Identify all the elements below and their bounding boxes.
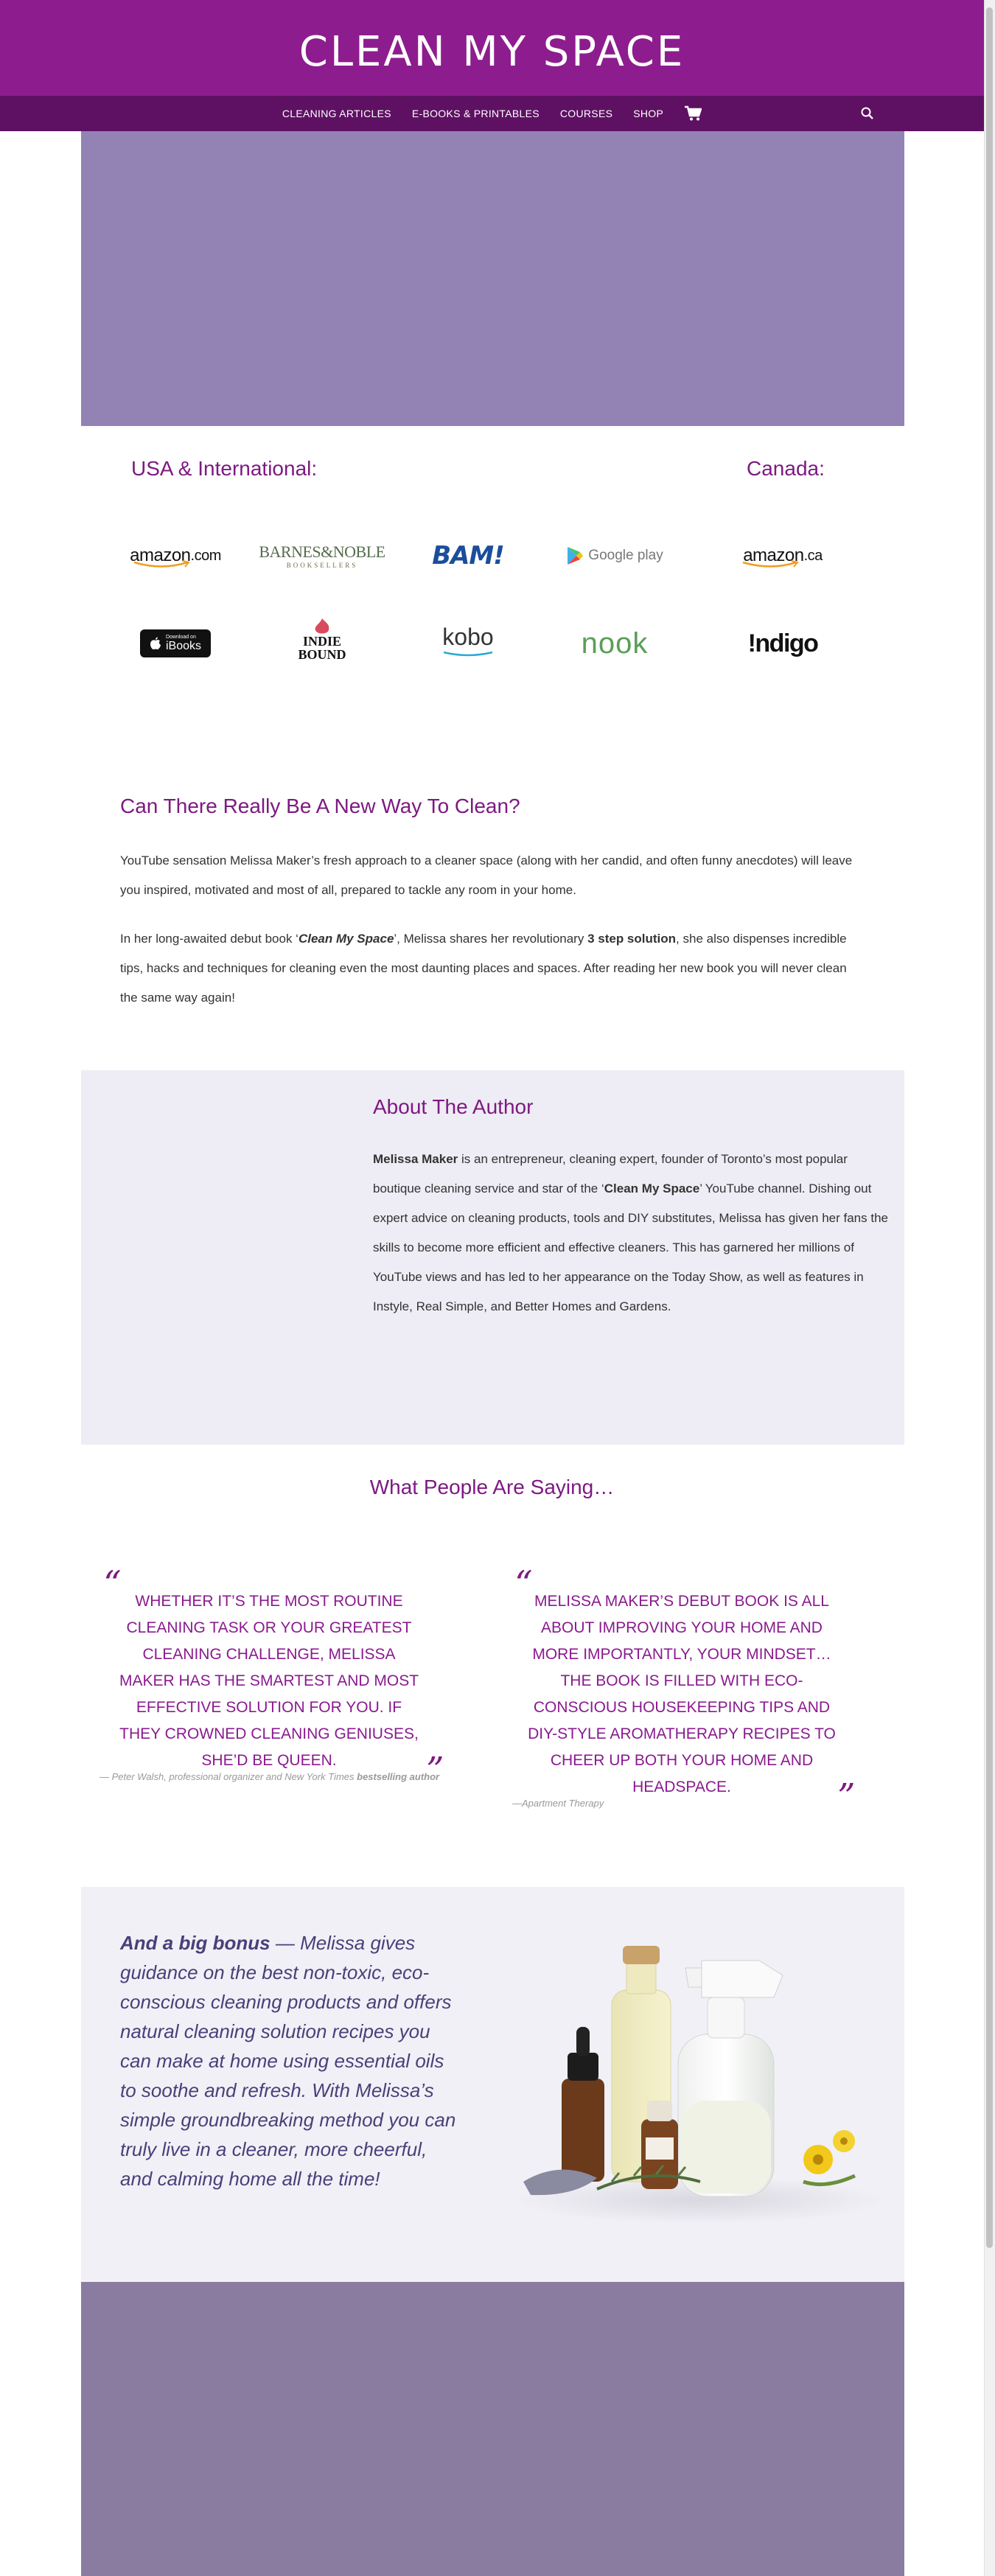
- indigo-logo[interactable]: [731, 621, 834, 666]
- indigo-wordmark: !ndigo: [747, 629, 818, 657]
- amazon-smile-icon: [133, 560, 192, 569]
- apple-icon: [150, 637, 161, 650]
- intro-p2-b: ’, Melissa shares her revolutionary: [394, 932, 588, 946]
- testimonials-title: What People Are Saying…: [369, 1476, 615, 1498]
- testimonial-quote-2: MELISSA MAKER’S DEBUT BOOK IS ALL ABOUT IMPROVING YOUR HOME AND MORE IMPORTANTLY, YOUR MINDSET… THE BOOK IS FILLED WITH ECO-CONSCIOUS HOUSEKEEPING TIPS AND DIY-STYLE AROMATHERAPY RECIPES TO CHEER UP BOTH YOUR HOME AND HEADSPACE.: [528, 1593, 836, 1795]
- hero-banner: [81, 131, 904, 426]
- ibooks-sub: Download on: [165, 634, 196, 640]
- nook-wordmark: nook: [581, 626, 649, 660]
- indiebound-logo[interactable]: [270, 618, 374, 662]
- site-header: [0, 0, 984, 96]
- canada-heading: Canada:: [747, 457, 825, 480]
- author-name: Melissa Maker: [373, 1152, 458, 1166]
- bam-wordmark: BAM!: [432, 541, 504, 570]
- attribution-1-bold: bestselling author: [357, 1771, 440, 1782]
- bonus-lead: And a big bonus: [120, 1932, 270, 1954]
- amazon-com-suffix: .com: [190, 547, 221, 564]
- essential-oils-illustration: [509, 1916, 892, 2226]
- nav-item-cleaning-articles[interactable]: CLEANING ARTICLES: [282, 108, 391, 119]
- about-paragraph: [373, 1145, 889, 1322]
- cart-icon[interactable]: [684, 105, 702, 122]
- about-text-b: ’ YouTube channel. Dishing out expert advice on cleaning products, tools and DIY substitutes, Melissa has given her fans the skills to become more efficient and effective cleaners. This has garnered her millions of YouTube views and has led to her appearance on the Today Show, as well as features in Instyle, Real Simple, and Better Homes and Gardens.: [373, 1181, 888, 1313]
- amazon-com-logo[interactable]: [124, 534, 227, 578]
- about-channel: Clean My Space: [604, 1181, 700, 1195]
- indiebound-line1: INDIE: [302, 634, 341, 649]
- kobo-wordmark: kobo: [442, 623, 494, 650]
- bonus-text: — Melissa gives guidance on the best non-toxic, eco-conscious cleaning products and offers natural cleaning solution recipes you can make at home using essential oils to soothe and refresh. With Melissa’s simple groundbreaking method you can truly live in a cleaner, more cheerful, and calming home all the time!: [120, 1932, 456, 2190]
- testimonial-quote-1: WHETHER IT’S THE MOST ROUTINE CLEANING TASK OR YOUR GREATEST CLEANING CHALLENGE, MELISSA MAKER HAS THE SMARTEST AND MOST EFFECTIVE SOLUTION FOR YOU. IF THEY CROWNED CLEANING GENIUSES, SHE’D BE QUEEN.: [119, 1593, 419, 1769]
- bonus-paragraph: [120, 1928, 459, 2193]
- nav-item-shop[interactable]: SHOP: [633, 108, 664, 119]
- close-quote-icon: ”: [426, 1750, 444, 1791]
- indiebound-line2: BOUND: [298, 647, 346, 662]
- amazon-ca-suffix: .ca: [803, 547, 823, 564]
- site-title[interactable]: CLEAN MY SPACE: [298, 28, 685, 76]
- intro-p2-c: , she also dispenses incredible tips, hacks and techniques for cleaning even the most daunting places and spaces. After reading her new book you will never clean the same way again!: [120, 932, 847, 1005]
- barnes-noble-sub: BOOKSELLERS: [286, 562, 358, 569]
- attribution-1-text: — Peter Walsh, professional organizer and New York Times: [100, 1771, 357, 1782]
- amazon-smile-icon: [741, 560, 800, 569]
- amazon-wordmark: amazon: [743, 545, 804, 565]
- footer-banner: [81, 2282, 904, 2576]
- ibooks-badge: [140, 629, 211, 657]
- testimonial-attribution-2: —Apartment Therapy: [512, 1798, 604, 1809]
- search-icon[interactable]: [859, 105, 876, 122]
- kobo-swoosh-icon: [442, 651, 494, 657]
- nook-logo[interactable]: [563, 621, 666, 666]
- intro-book-title: Clean My Space: [298, 932, 394, 946]
- open-quote-icon: “: [514, 1563, 533, 1605]
- indiebound-flame-icon: [311, 618, 333, 635]
- nav-item-ebooks-printables[interactable]: E-BOOKS & PRINTABLES: [411, 108, 540, 119]
- ibooks-logo[interactable]: [124, 621, 227, 666]
- intro-three-step: 3 step solution: [587, 932, 677, 946]
- kobo-logo[interactable]: [416, 618, 520, 662]
- intro-title: Can There Really Be A New Way To Clean?: [120, 795, 520, 817]
- google-play-label: Google play: [588, 548, 663, 563]
- google-play-logo[interactable]: [563, 534, 666, 578]
- intro-paragraph-2: [120, 924, 865, 1013]
- barnes-noble-logo[interactable]: [259, 534, 385, 578]
- scrollbar-thumb[interactable]: [986, 7, 993, 2248]
- bam-logo[interactable]: [416, 534, 520, 578]
- open-quote-icon: “: [103, 1563, 122, 1605]
- main-navigation: [0, 96, 984, 131]
- nav-menu: [0, 96, 984, 131]
- amazon-wordmark: amazon: [130, 545, 191, 565]
- close-quote-icon: ”: [837, 1776, 856, 1818]
- about-text-a: is an entrepreneur, cleaning expert, founder of Toronto’s most popular boutique cleaning service and star of the ‘: [373, 1152, 848, 1195]
- barnes-noble-name: BARNES&NOBLE: [259, 542, 385, 561]
- amazon-ca-logo[interactable]: [731, 534, 834, 578]
- ibooks-main: iBooks: [165, 639, 202, 652]
- intro-paragraph-1: YouTube sensation Melissa Maker’s fresh approach to a cleaner space (along with her candid, and often funny anecdotes) will leave you inspired, motivated and most of all, prepared to tackle any room in your home.: [120, 854, 853, 897]
- usa-international-heading: USA & International:: [131, 457, 318, 480]
- intro-p2-a: In her long-awaited debut book ‘: [120, 932, 298, 946]
- about-title: About The Author: [373, 1095, 534, 1118]
- google-play-icon: [566, 546, 584, 565]
- testimonial-attribution-1: [100, 1771, 461, 1782]
- nav-item-courses[interactable]: COURSES: [559, 108, 613, 119]
